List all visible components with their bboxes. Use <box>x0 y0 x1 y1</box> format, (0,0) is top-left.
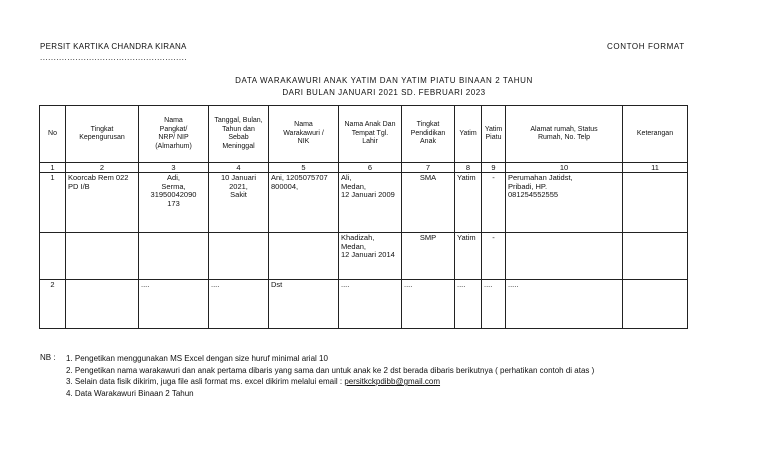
header-yatim: Yatim <box>455 106 482 163</box>
note-item <box>66 376 594 388</box>
header-pendidikan: Tingkat Pendidikan Anak <box>402 106 455 163</box>
col-number: 9 <box>482 163 506 173</box>
document-title: DATA WARAKAWURI ANAK YATIM DAN YATIM PIATU BINAAN 2 TAHUN <box>235 76 533 85</box>
cell-no: 2 <box>40 280 66 329</box>
header-piatu: Yatim Piatu <box>482 106 506 163</box>
cell-yatim: Yatim <box>455 173 482 233</box>
header-warakawuri: Nama Warakawuri / NIK <box>269 106 339 163</box>
col-number: 8 <box>455 163 482 173</box>
col-number: 3 <box>139 163 209 173</box>
cell-anak: Ali, Medan, 12 Januari 2009 <box>339 173 402 233</box>
column-number-row <box>40 163 688 173</box>
col-number: 11 <box>623 163 688 173</box>
cell-alamat <box>506 233 623 280</box>
note-item: 2. Pengetikan nama warakawuri dan anak pertama dibaris yang sama dan untuk anak ke 2 dst berada dibaris berikutnya ( perhatikan contoh di atas ) <box>66 365 595 375</box>
cell-nama: .... <box>139 280 209 329</box>
note-item: 4. Data Warakawuri Binaan 2 Tahun <box>66 388 194 398</box>
cell-piatu: .... <box>482 280 506 329</box>
cell-warakawuri: Ani, 1205075707 800004, <box>269 173 339 233</box>
col-number: 5 <box>269 163 339 173</box>
cell-yatim: Yatim <box>455 233 482 280</box>
cell-anak: .... <box>339 280 402 329</box>
cell-no <box>40 233 66 280</box>
col-number: 4 <box>209 163 269 173</box>
note-text: 3. Selain data fisik dikirim, juga file asli format ms. excel dikirim melalui email : <box>66 377 345 386</box>
cell-warakawuri <box>269 233 339 280</box>
header-keterangan: Keterangan <box>623 106 688 163</box>
notes-label: NB : <box>40 353 56 362</box>
header-alamat: Alamat rumah, Status Rumah, No. Telp <box>506 106 623 163</box>
col-number: 6 <box>339 163 402 173</box>
cell-piatu: - <box>482 233 506 280</box>
cell-tingkat <box>66 280 139 329</box>
signature-dotted-line: ...................................................... <box>40 53 188 62</box>
col-number: 10 <box>506 163 623 173</box>
table-row <box>40 233 688 280</box>
header-no: No <box>40 106 66 163</box>
header-tanggal: Tanggal, Bulan, Tahun dan Sebab Meninggal <box>209 106 269 163</box>
col-number: 1 <box>40 163 66 173</box>
cell-tanggal: 10 Januari 2021, Sakit <box>209 173 269 233</box>
cell-nama <box>139 233 209 280</box>
cell-pendidikan: SMP <box>402 233 455 280</box>
header-anak: Nama Anak Dan Tempat Tgl. Lahir <box>339 106 402 163</box>
header-tingkat: Tingkat Kepengurusan <box>66 106 139 163</box>
cell-tanggal: .... <box>209 280 269 329</box>
col-number: 2 <box>66 163 139 173</box>
data-table <box>39 105 688 329</box>
organization-name: PERSIT KARTIKA CHANDRA KIRANA <box>40 42 187 51</box>
cell-alamat: ..... <box>506 280 623 329</box>
col-number: 7 <box>402 163 455 173</box>
document-subtitle: DARI BULAN JANUARI 2021 SD. FEBRUARI 2023 <box>282 88 486 97</box>
cell-piatu: - <box>482 173 506 233</box>
cell-tanggal <box>209 233 269 280</box>
cell-keterangan <box>623 173 688 233</box>
cell-tingkat: Koorcab Rem 022 PD I/B <box>66 173 139 233</box>
email-link[interactable]: persitkckpdibb@gmail.com <box>344 377 441 386</box>
cell-anak: Khadizah, Medan, 12 Januari 2014 <box>339 233 402 280</box>
cell-no: 1 <box>40 173 66 233</box>
table-row <box>40 280 688 329</box>
cell-keterangan <box>623 280 688 329</box>
notes-list <box>66 353 594 399</box>
cell-warakawuri: Dst <box>269 280 339 329</box>
cell-keterangan <box>623 233 688 280</box>
cell-pendidikan: SMA <box>402 173 455 233</box>
cell-alamat: Perumahan Jatidst, Pribadi, HP. 081254552555 <box>506 173 623 233</box>
header-nama: Nama Pangkat/ NRP/ NIP (Almarhum) <box>139 106 209 163</box>
cell-yatim: .... <box>455 280 482 329</box>
table-header-row <box>40 106 688 163</box>
table-row <box>40 173 688 233</box>
cell-tingkat <box>66 233 139 280</box>
note-item: 1. Pengetikan menggunakan MS Excel dengan size huruf minimal arial 10 <box>66 354 328 363</box>
cell-pendidikan: .... <box>402 280 455 329</box>
format-label: CONTOH FORMAT <box>607 42 685 51</box>
cell-nama: Adi, Serma, 31950042090 173 <box>139 173 209 233</box>
